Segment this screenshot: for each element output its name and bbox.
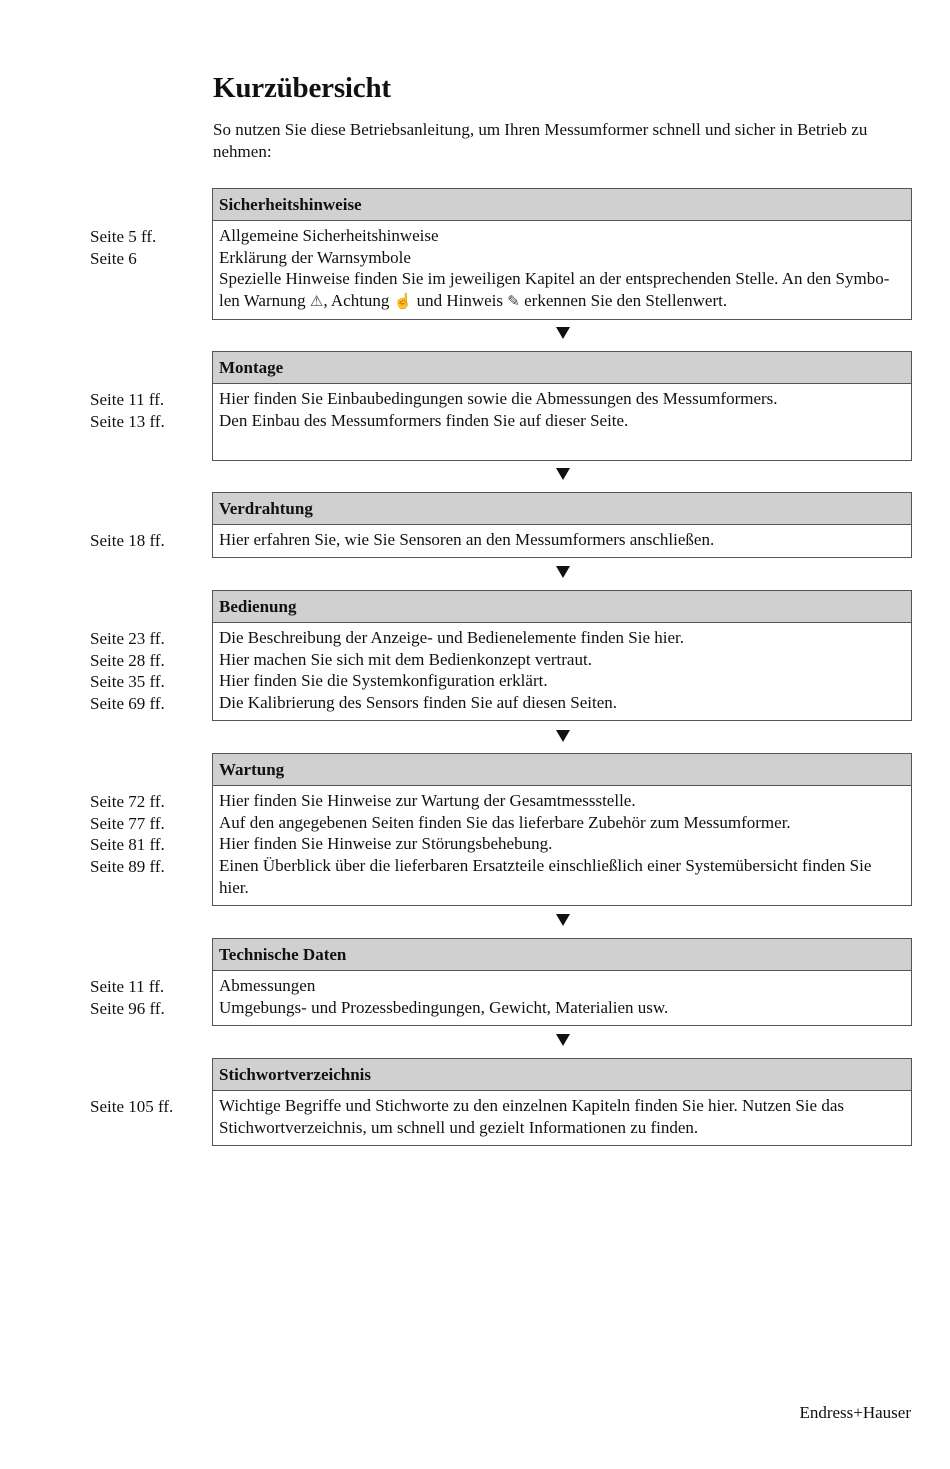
arrow-down-icon: [556, 327, 570, 339]
section-body: [213, 525, 911, 557]
section-line: Hier erfahren Sie, wie Sie Sensoren an den Messumformers anschließen.: [219, 530, 715, 549]
page-reference: Seite 11 ff.: [90, 390, 165, 409]
section-box-stichwortverzeichnis: [212, 1058, 912, 1146]
text-fragment: , Achtung: [323, 291, 394, 311]
section-line: Hier finden Sie Hinweise zur Störungsbehebung.: [219, 834, 553, 854]
hand-icon: ☝: [393, 294, 413, 311]
section-line: Abmessungen: [219, 976, 316, 995]
section-line: Erklärung der Warnsymbole: [219, 247, 411, 267]
arrow-down-icon: [556, 914, 570, 926]
page-reference: Seite 6: [90, 248, 137, 268]
page-references: [90, 628, 165, 715]
page-references: [90, 530, 165, 552]
section-box-bedienung: [212, 590, 912, 721]
page-references: [90, 389, 165, 432]
section-heading: Verdrahtung: [213, 493, 911, 525]
section-box-wartung: [212, 753, 912, 906]
page-reference: Seite 13 ff.: [90, 411, 165, 431]
page-reference: Seite 77 ff.: [90, 813, 165, 833]
section-line: Hier finden Sie die Systemkonfiguration erklärt.: [219, 671, 548, 691]
section-heading: Stichwortverzeichnis: [213, 1059, 911, 1091]
pencil-icon: ✎: [507, 294, 520, 311]
section-line: Hier machen Sie sich mit dem Bedienkonzept vertraut.: [219, 649, 592, 669]
page-reference: Seite 72 ff.: [90, 792, 165, 811]
section-heading: Technische Daten: [213, 939, 911, 971]
section-box-technische-daten: [212, 938, 912, 1026]
section-body: [213, 1091, 911, 1144]
section-box-verdrahtung: [212, 492, 912, 558]
section-line: Den Einbau des Messumformers finden Sie auf dieser Seite.: [219, 410, 629, 430]
section-line: hier.: [219, 877, 249, 897]
text-fragment: erkennen Sie den Stellenwert.: [519, 291, 728, 311]
section-line: Auf den angegebenen Seiten finden Sie das lieferbare Zubehör zum Messumformer.: [219, 812, 791, 832]
page-reference: Seite 35 ff.: [90, 672, 165, 692]
page-references: [90, 976, 165, 1019]
section-line: Hier finden Sie Hinweise zur Wartung der Gesamtmessstelle.: [219, 791, 636, 810]
page-reference: Seite 105 ff.: [90, 1097, 174, 1116]
page-reference: Seite 28 ff.: [90, 650, 165, 670]
section-body: [213, 384, 911, 437]
section-heading: Bedienung: [213, 591, 911, 623]
section-line: Die Beschreibung der Anzeige- und Bedienelemente finden Sie hier.: [219, 628, 684, 647]
section-line: Die Kalibrierung des Sensors finden Sie auf diesen Seiten.: [219, 693, 617, 713]
section-line: Stichwortverzeichnis, um schnell und gezielt Informationen zu finden.: [219, 1117, 699, 1137]
text-fragment: und Hinweis: [412, 291, 508, 311]
section-heading: Montage: [213, 352, 911, 384]
section-line: Einen Überblick über die lieferbaren Ersatzteile einschließlich einer Systemübersicht finden Sie: [219, 856, 872, 876]
section-heading: Sicherheitshinweise: [213, 189, 911, 221]
section-line: Spezielle Hinweise finden Sie im jeweiligen Kapitel an der entsprechenden Stelle. An den Symbo-: [219, 269, 890, 289]
section-heading: Wartung: [213, 754, 911, 786]
page-reference: Seite 81 ff.: [90, 835, 165, 855]
arrow-down-icon: [556, 1034, 570, 1046]
page-title: Kurzübersicht: [213, 72, 391, 104]
section-body: [213, 623, 911, 720]
section-body: [213, 221, 911, 320]
arrow-down-icon: [556, 566, 570, 578]
page-reference: Seite 69 ff.: [90, 694, 165, 714]
section-box-montage: [212, 351, 912, 461]
arrow-down-icon: [556, 468, 570, 480]
text-fragment: len Warnung: [219, 291, 310, 311]
section-body: [213, 971, 911, 1024]
page-references: [90, 791, 165, 878]
arrow-down-icon: [556, 730, 570, 742]
page-reference: Seite 89 ff.: [90, 857, 165, 877]
footer-brand: Endress+Hauser: [799, 1403, 911, 1422]
page-reference: Seite 23 ff.: [90, 629, 165, 648]
section-body: [213, 786, 911, 905]
page-references: [90, 1096, 173, 1118]
page-reference: Seite 5 ff.: [90, 227, 157, 246]
page-reference: Seite 18 ff.: [90, 531, 165, 550]
section-line: Wichtige Begriffe und Stichworte zu den einzelnen Kapiteln finden Sie hier. Nutzen Sie das: [219, 1096, 844, 1115]
section-line: [219, 290, 905, 314]
warning-icon: ⚠: [309, 294, 324, 311]
section-line: Umgebungs- und Prozessbedingungen, Gewicht, Materialien usw.: [219, 997, 669, 1017]
page-reference: Seite 96 ff.: [90, 998, 165, 1018]
page-reference: Seite 11 ff.: [90, 977, 165, 996]
section-line: Allgemeine Sicherheitshinweise: [219, 226, 439, 245]
intro-text: So nutzen Sie diese Betriebsanleitung, um Ihren Messumformer schnell und sicher in Betrieb zu nehmen:: [213, 120, 868, 161]
page-references: [90, 226, 156, 269]
section-box-sicherheitshinweise: [212, 188, 912, 320]
section-line: Hier finden Sie Einbaubedingungen sowie die Abmessungen des Messumformers.: [219, 389, 778, 408]
